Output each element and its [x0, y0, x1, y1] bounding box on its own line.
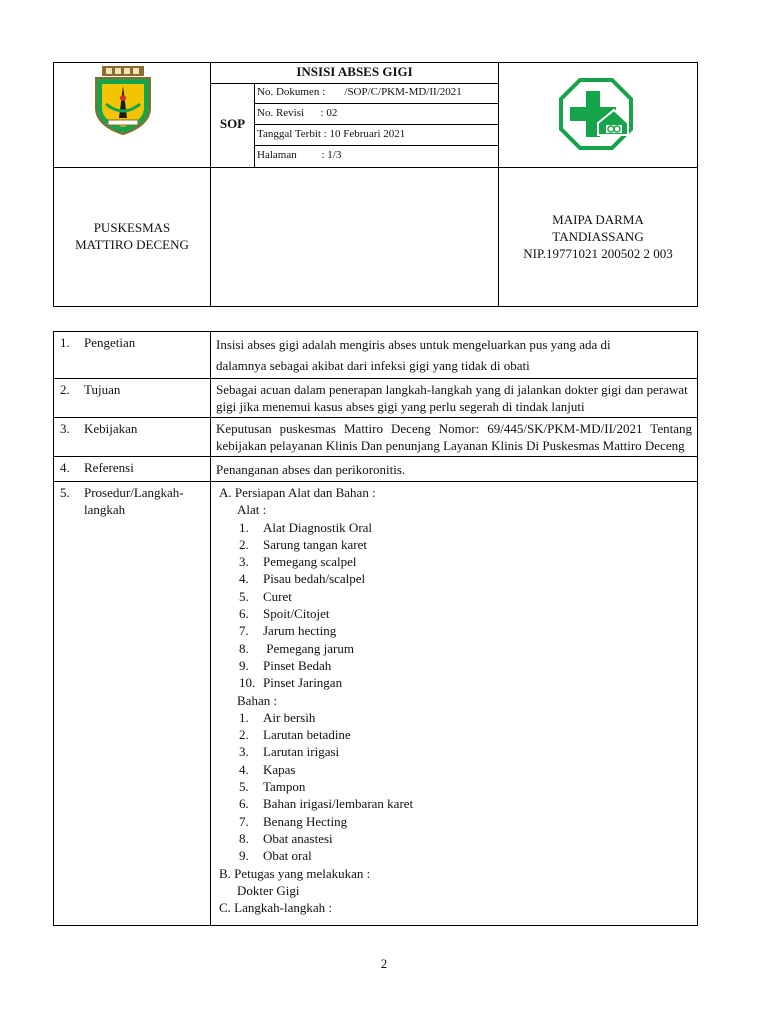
- row-label: Kebijakan: [84, 421, 138, 436]
- row-number: 2.: [60, 382, 70, 397]
- list-item-number: 3.: [239, 744, 249, 760]
- signatory-name-line1: MAIPA DARMA: [552, 212, 644, 227]
- list-item-text: Jarum hecting: [263, 623, 337, 639]
- list-item-text: Spoit/Citojet: [263, 606, 330, 622]
- row-tujuan: [54, 379, 698, 418]
- row-number: 1.: [60, 335, 70, 350]
- list-item-number: 1.: [239, 519, 249, 535]
- list-item-text: Air bersih: [263, 709, 316, 725]
- list-item: [239, 709, 692, 726]
- kebijakan-text: Keputusan puskesmas Mattiro Deceng Nomor: 69/445/SK/PKM-MD/II/2021 Tentang kebijakan pelayanan Klinis Dan penunjang Layanan Klinis Di Puskesmas Mattiro Deceng: [216, 421, 692, 453]
- row-kebijakan: [54, 418, 698, 457]
- row-label: Pengetian: [84, 335, 136, 350]
- row-pengertian: [54, 332, 698, 379]
- list-item-number: 1.: [239, 709, 249, 725]
- list-item: [239, 726, 692, 743]
- list-item-text: Pinset Jaringan: [263, 675, 343, 691]
- document-title: INSISI ABSES GIGI: [296, 64, 413, 79]
- row-label-continued: langkah: [84, 502, 126, 517]
- list-item-number: 8.: [239, 640, 249, 656]
- row-label: Referensi: [84, 460, 134, 475]
- list-item: [239, 761, 692, 778]
- puskesmas-logo: [558, 77, 634, 151]
- bahan-list: [219, 709, 692, 865]
- tujuan-text: Sebagai acuan dalam penerapan langkah-langkah yang di jalankan dokter gigi dan perawat gigi jika menemui kasus abses gigi yang perlu segerah di tindak lanjuti: [216, 382, 688, 414]
- sop-content-table: [53, 331, 698, 926]
- list-item-text: Larutan betadine: [263, 727, 351, 743]
- list-item: [239, 640, 692, 657]
- section-a-heading: A. Persiapan Alat dan Bahan :: [219, 485, 376, 500]
- list-item-text: Larutan irigasi: [263, 744, 340, 760]
- puskesmas-name-line1: PUSKESMAS: [93, 220, 171, 235]
- list-item-text: Pinset Bedah: [263, 657, 332, 673]
- list-item-number: 6.: [239, 606, 249, 622]
- meta-halaman: Halaman : 1/3: [257, 149, 342, 161]
- list-item: [239, 847, 692, 864]
- signatory-name-line2: TANDIASSANG: [552, 229, 644, 244]
- list-item-text: Pisau bedah/scalpel: [263, 571, 366, 587]
- alat-heading: Alat :: [237, 502, 267, 518]
- list-item-text: Obat anastesi: [263, 830, 333, 846]
- list-item-number: 4.: [239, 761, 249, 777]
- row-referensi: [54, 457, 698, 482]
- list-item-number: 7.: [239, 813, 249, 829]
- bahan-heading: Bahan :: [237, 692, 278, 708]
- list-item: [239, 743, 692, 760]
- puskesmas-name-line2: MATTIRO DECENG: [75, 237, 189, 252]
- pengertian-line2: dalamnya sebagai akibat dari infeksi gigi yang tidak di obati: [216, 358, 530, 373]
- list-item-number: 4.: [239, 571, 249, 587]
- list-item-number: 2.: [239, 727, 249, 743]
- list-item-number: 9.: [239, 848, 249, 864]
- page-number: 2: [380, 956, 388, 971]
- meta-no-revisi: No. Revisi : 02: [257, 107, 338, 119]
- list-item: [239, 813, 692, 830]
- pengertian-line1: Insisi abses gigi adalah mengiris abses untuk mengeluarkan pus yang ada di: [216, 337, 611, 352]
- list-item: [239, 605, 692, 622]
- list-item-number: 6.: [239, 796, 249, 812]
- list-item: [239, 830, 692, 847]
- row-label: Tujuan: [84, 382, 121, 397]
- list-item: [239, 588, 692, 605]
- list-item-number: 7.: [239, 623, 249, 639]
- regional-crest-logo: [88, 64, 158, 136]
- list-item-number: 9.: [239, 657, 249, 673]
- row-number: 4.: [60, 460, 70, 475]
- list-item: [239, 795, 692, 812]
- list-item-number: 5.: [239, 779, 249, 795]
- list-item: [239, 657, 692, 674]
- list-item-number: 8.: [239, 830, 249, 846]
- list-item-text: Bahan irigasi/lembaran karet: [263, 796, 414, 812]
- signatory-nip: NIP.19771021 200502 2 003: [523, 246, 673, 261]
- row-prosedur: [54, 482, 698, 926]
- list-item-number: 10.: [239, 675, 256, 691]
- section-c-heading: C. Langkah-langkah :: [219, 900, 332, 916]
- list-item-text: Sarung tangan karet: [263, 536, 367, 552]
- meta-no-dokumen: No. Dokumen : /SOP/C/PKM-MD/II/2021: [257, 86, 462, 98]
- row-number: 5.: [60, 485, 70, 500]
- section-b-heading: B. Petugas yang melakukan :: [219, 865, 371, 881]
- list-item: [239, 622, 692, 639]
- list-item-text: Benang Hecting: [263, 813, 348, 829]
- list-item: [239, 553, 692, 570]
- list-item: [239, 570, 692, 587]
- list-item: [239, 778, 692, 795]
- petugas-text: Dokter Gigi: [237, 882, 300, 898]
- meta-tanggal-terbit: Tanggal Terbit : 10 Februari 2021: [257, 128, 406, 140]
- list-item-number: 2.: [239, 536, 249, 552]
- signatory-block: [499, 211, 697, 262]
- alat-list: [219, 519, 692, 692]
- list-item-text: Pemegang jarum: [263, 640, 354, 656]
- list-item-text: Curet: [263, 588, 292, 604]
- list-item: [239, 536, 692, 553]
- list-item-number: 5.: [239, 588, 249, 604]
- list-item-text: Pemegang scalpel: [263, 554, 357, 570]
- list-item-text: Tampon: [263, 779, 306, 795]
- row-number: 3.: [60, 421, 70, 436]
- row-label: Prosedur/Langkah-: [84, 485, 184, 500]
- puskesmas-name: [54, 219, 210, 253]
- list-item: [239, 674, 692, 691]
- list-item-text: Obat oral: [263, 848, 312, 864]
- list-item-number: 3.: [239, 554, 249, 570]
- list-item-text: Alat Diagnostik Oral: [263, 519, 373, 535]
- sop-label: SOP: [219, 116, 246, 131]
- list-item: [239, 519, 692, 536]
- referensi-text: Penanganan abses dan perikoronitis.: [216, 462, 406, 477]
- list-item-text: Kapas: [263, 761, 296, 777]
